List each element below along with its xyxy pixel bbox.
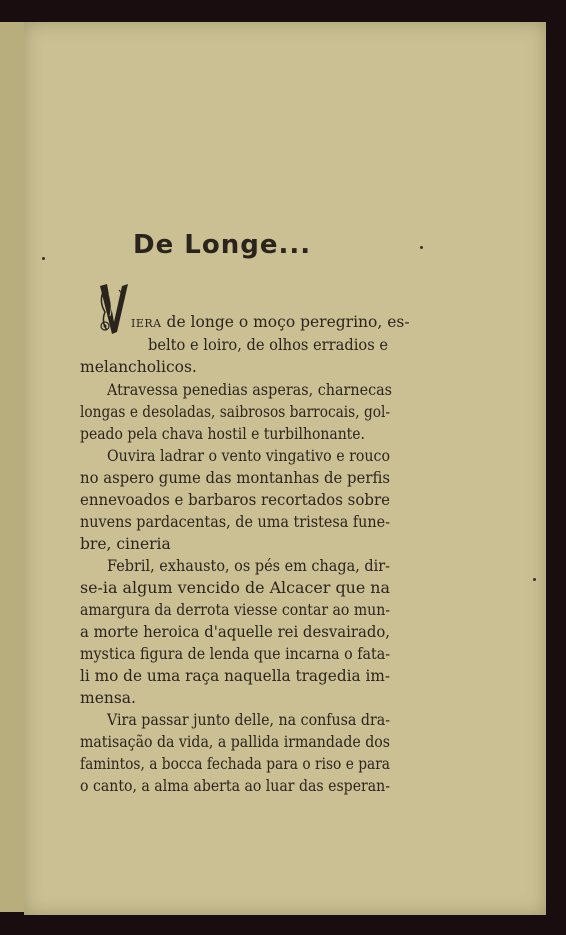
text-line-21: famintos, a bocca fechada para o riso e para [80, 755, 390, 773]
text-line-3: melancholicos. [80, 358, 197, 376]
text-line-5: longas e desoladas, saibrosos barrocais, gol- [80, 403, 390, 421]
text-line-19: Vira passar junto delle, na confusa dra- [107, 711, 390, 729]
paper-speck [420, 246, 423, 249]
text-line-6: peado pela chava hostil e turbilhonante. [80, 425, 365, 443]
text-line-13: se-ia algum vencido de Alcacer que na [80, 579, 390, 597]
text-line-9: ennevoados e barbaros recortados sobre [80, 491, 390, 509]
text-line-4: Atravessa penedias asperas, charnecas [107, 381, 392, 399]
facing-page-edge [0, 22, 26, 912]
text-line-12: Febril, exhausto, os pés em chaga, dir- [107, 557, 390, 575]
text-line-10: nuvens pardacentas, de uma tristesa fune- [80, 513, 390, 531]
text-line-22: o canto, a alma aberta ao luar das esperan- [80, 777, 390, 795]
text-line-11: bre, cineria [80, 535, 171, 553]
text-line-15: a morte heroica d'aquelle rei desvairado, [80, 623, 390, 641]
text-line-17: li mo de uma raça naquella tragedia im- [80, 667, 390, 685]
first-word-caps: IERA [131, 317, 162, 330]
text-line-2: belto e loiro, de olhos erradios e [148, 336, 388, 354]
text-line-8: no aspero gume das montanhas de perfis [80, 469, 390, 487]
text-line-1 [131, 313, 410, 333]
paper-speck [42, 257, 45, 260]
paper-speck [533, 578, 536, 581]
text-line-14: amargura da derrota viesse contar ao mun- [80, 601, 390, 619]
chapter-title: De Longe... [133, 230, 312, 260]
text-line-20: matisação da vida, a pallida irmandade dos [80, 733, 390, 751]
first-line-text: de longe o moço peregrino, es- [161, 313, 410, 331]
text-line-18: mensa. [80, 689, 136, 707]
decorative-drop-cap [97, 282, 131, 338]
text-line-7: Ouvira ladrar o vento vingativo e rouco [107, 447, 390, 465]
text-line-16: mystica figura de lenda que incarna o fata- [80, 645, 390, 663]
